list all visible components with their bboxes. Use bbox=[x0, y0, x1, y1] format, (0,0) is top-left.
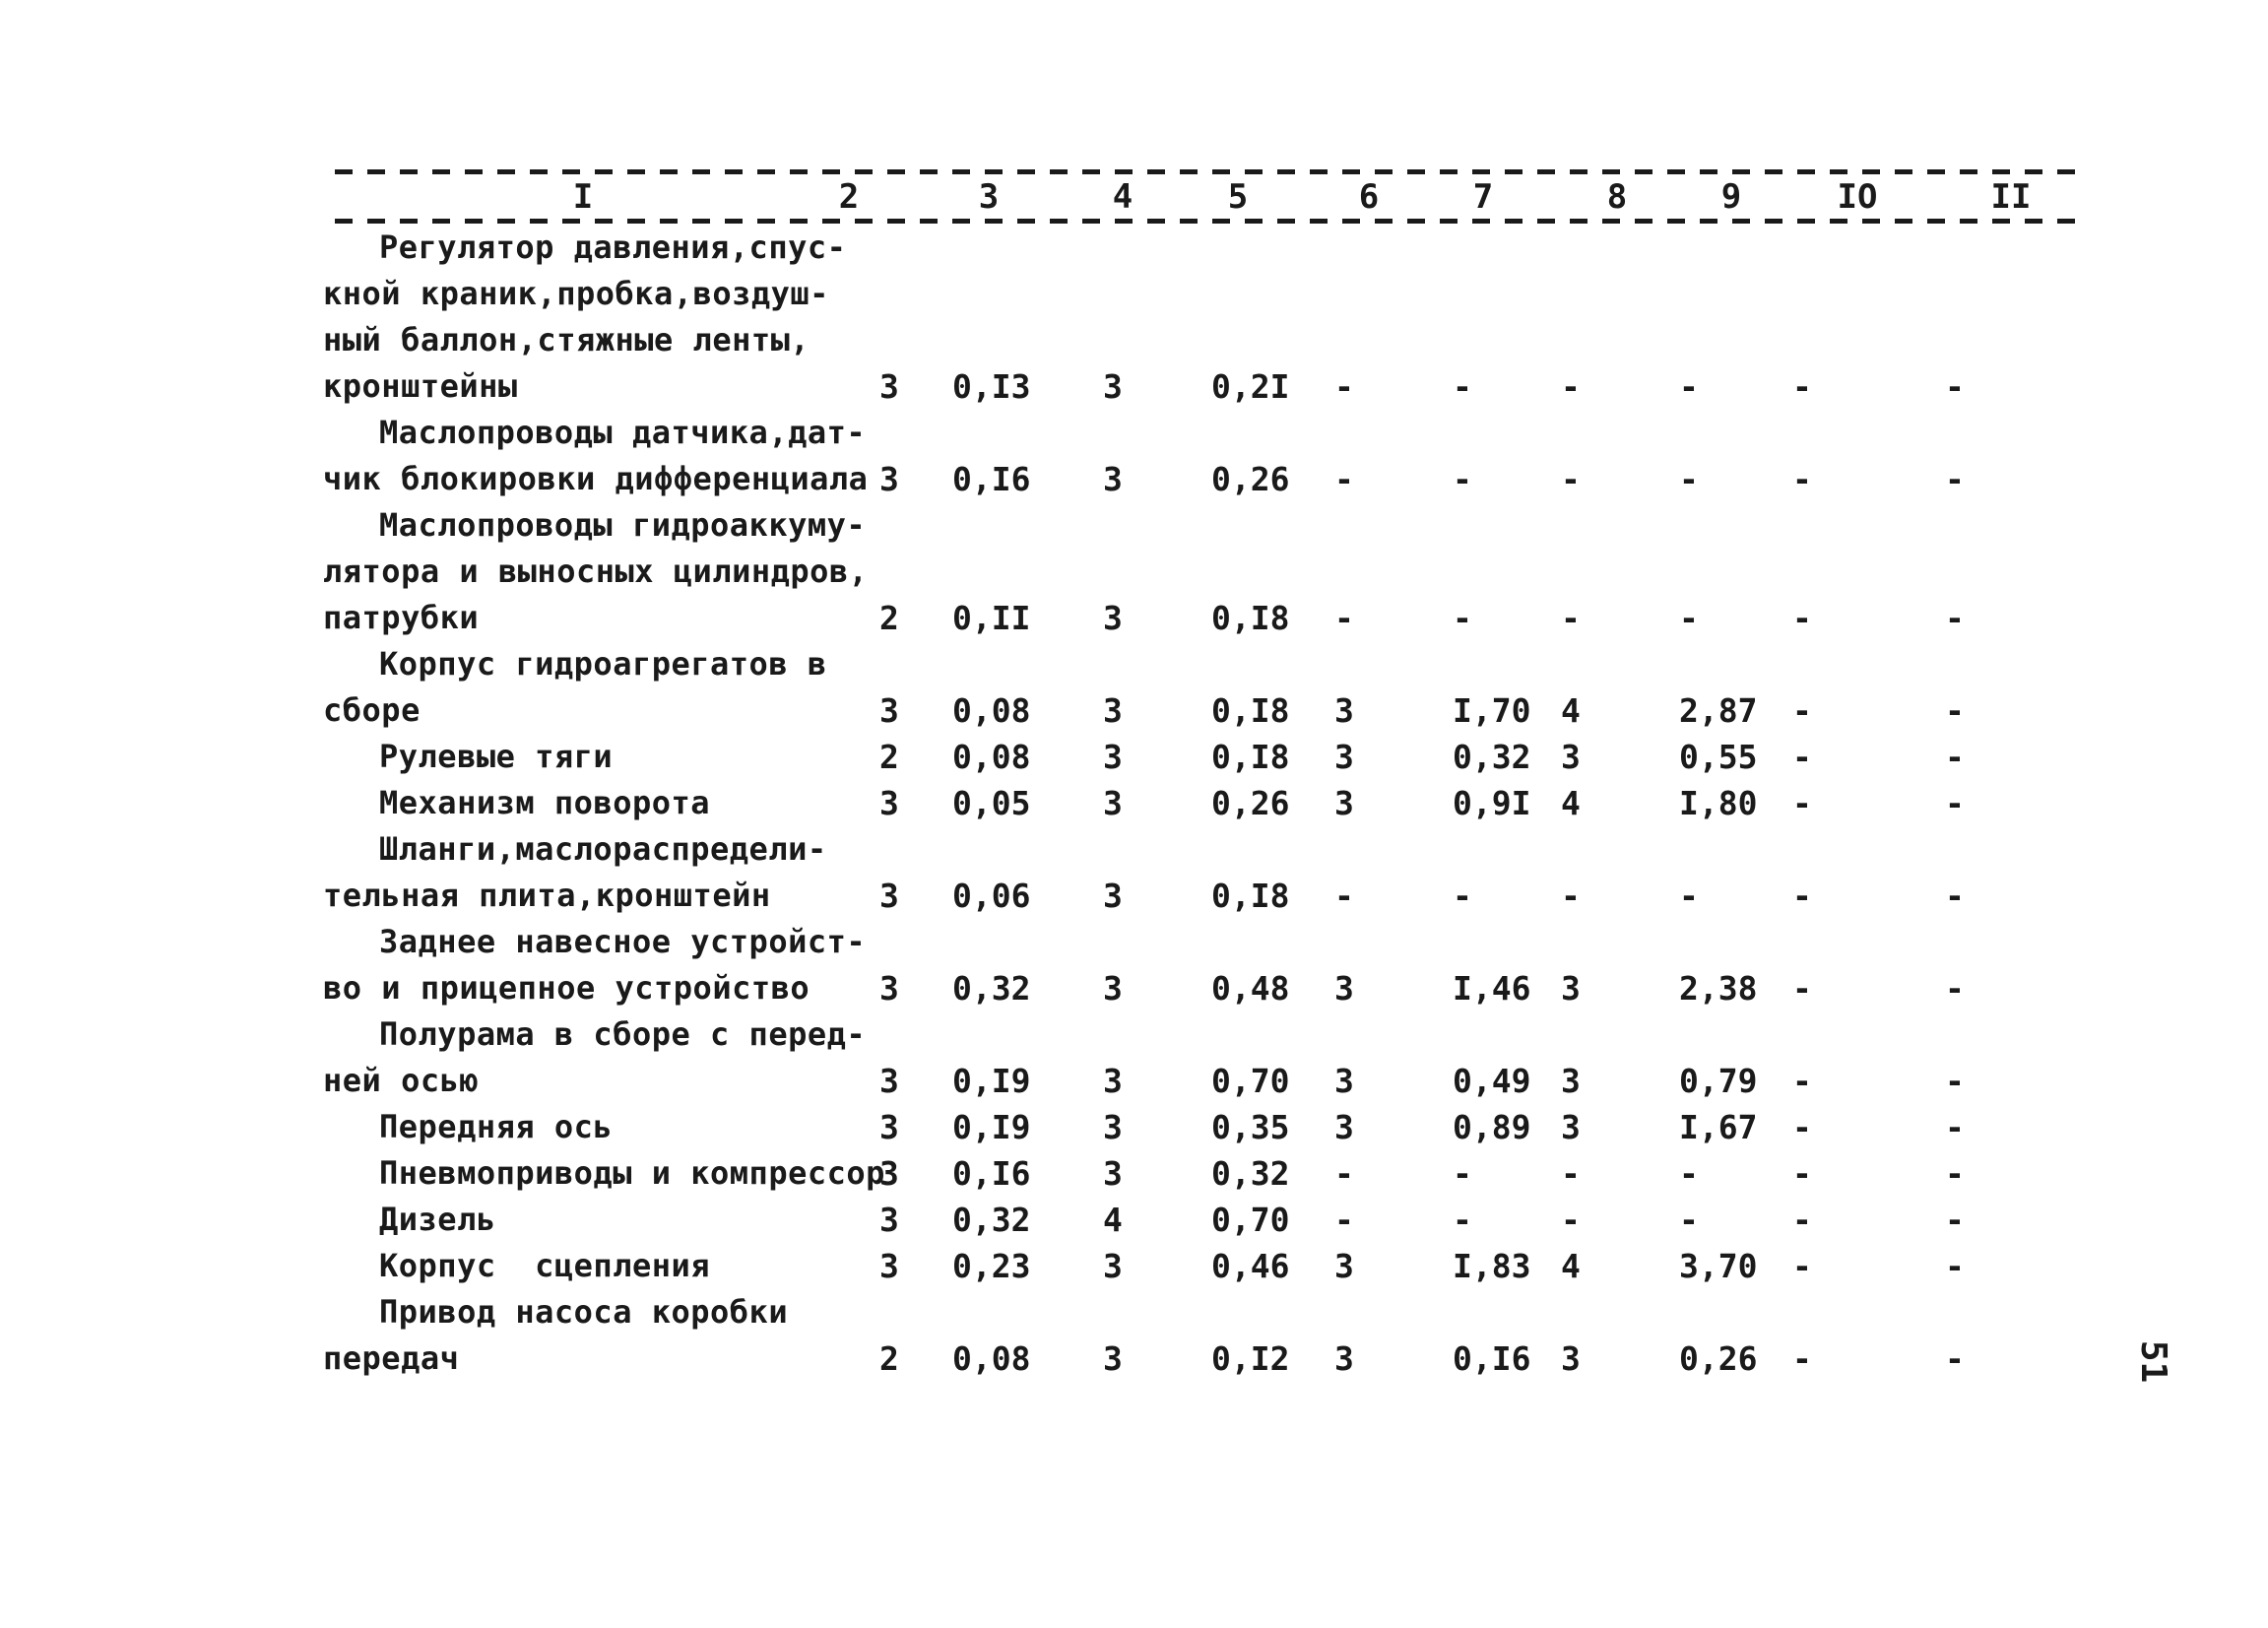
cell-col-4: 3 bbox=[1103, 784, 1123, 822]
column-header-4: 4 bbox=[1112, 177, 1134, 217]
table-row bbox=[0, 1104, 2268, 1150]
cell-col-4: 3 bbox=[1103, 1062, 1123, 1100]
cell-col-6: 3 bbox=[1334, 691, 1354, 730]
cell-col-8: 4 bbox=[1561, 784, 1581, 822]
row-name-line: Маслопроводы датчика,дат- bbox=[379, 414, 867, 451]
row-name-line: передач bbox=[323, 1339, 460, 1377]
cell-col-2: 3 bbox=[879, 1154, 899, 1193]
cell-col-11: - bbox=[1945, 1247, 1965, 1285]
row-name-line: Рулевые тяги bbox=[379, 738, 614, 775]
cell-col-11: - bbox=[1945, 691, 1965, 730]
cell-col-3: 0,08 bbox=[952, 691, 1031, 730]
cell-col-6: 3 bbox=[1334, 1339, 1354, 1378]
cell-col-2: 3 bbox=[879, 460, 899, 498]
cell-col-7: - bbox=[1453, 877, 1472, 915]
row-name-line: Передняя ось bbox=[379, 1108, 614, 1145]
cell-col-4: 3 bbox=[1103, 599, 1123, 637]
cell-col-4: 3 bbox=[1103, 738, 1123, 776]
cell-col-2: 2 bbox=[879, 1339, 899, 1378]
cell-col-3: 0,I6 bbox=[952, 460, 1031, 498]
cell-col-2: 3 bbox=[879, 1062, 899, 1100]
cell-col-10: - bbox=[1792, 877, 1812, 915]
cell-col-9: 0,55 bbox=[1679, 738, 1758, 776]
column-header-1: I bbox=[572, 177, 594, 217]
table-row bbox=[0, 502, 2268, 641]
cell-col-3: 0,05 bbox=[952, 784, 1031, 822]
cell-col-5: 0,32 bbox=[1211, 1154, 1290, 1193]
cell-col-10: - bbox=[1792, 1201, 1812, 1239]
cell-col-8: - bbox=[1561, 1154, 1581, 1193]
cell-col-5: 0,46 bbox=[1211, 1247, 1290, 1285]
cell-col-9: - bbox=[1679, 460, 1699, 498]
cell-col-10: - bbox=[1792, 1339, 1812, 1378]
row-name-line: Заднее навесное устройст- bbox=[379, 923, 867, 960]
header-bottom-rule bbox=[335, 219, 2088, 224]
row-name-line: Корпус гидроагрегатов в bbox=[379, 645, 827, 683]
cell-col-10: - bbox=[1792, 1062, 1812, 1100]
cell-col-2: 3 bbox=[879, 367, 899, 406]
cell-col-9: - bbox=[1679, 367, 1699, 406]
row-name-line: тельная плита,кронштейн bbox=[323, 877, 771, 914]
column-header-3: 3 bbox=[978, 177, 1000, 217]
cell-col-8: - bbox=[1561, 367, 1581, 406]
row-name-line: Пневмоприводы и компрессор bbox=[379, 1154, 885, 1192]
cell-col-4: 3 bbox=[1103, 1247, 1123, 1285]
cell-col-10: - bbox=[1792, 1247, 1812, 1285]
cell-col-10: - bbox=[1792, 1154, 1812, 1193]
cell-col-2: 3 bbox=[879, 784, 899, 822]
cell-col-9: 0,79 bbox=[1679, 1062, 1758, 1100]
cell-col-2: 3 bbox=[879, 1201, 899, 1239]
cell-col-6: 3 bbox=[1334, 784, 1354, 822]
cell-col-9: I,80 bbox=[1679, 784, 1758, 822]
cell-col-7: 0,I6 bbox=[1453, 1339, 1531, 1378]
cell-col-4: 3 bbox=[1103, 1108, 1123, 1146]
cell-col-7: 0,89 bbox=[1453, 1108, 1531, 1146]
cell-col-10: - bbox=[1792, 691, 1812, 730]
cell-col-7: 0,32 bbox=[1453, 738, 1531, 776]
cell-col-3: 0,32 bbox=[952, 1201, 1031, 1239]
table-row bbox=[0, 1289, 2268, 1382]
cell-col-4: 3 bbox=[1103, 969, 1123, 1008]
row-name-line: ней осью bbox=[323, 1062, 480, 1099]
table-row bbox=[0, 780, 2268, 826]
cell-col-9: - bbox=[1679, 1154, 1699, 1193]
cell-col-8: 3 bbox=[1561, 1062, 1581, 1100]
table-row bbox=[0, 826, 2268, 919]
cell-col-11: - bbox=[1945, 1339, 1965, 1378]
cell-col-5: 0,26 bbox=[1211, 460, 1290, 498]
column-header-6: 6 bbox=[1358, 177, 1380, 217]
cell-col-2: 3 bbox=[879, 691, 899, 730]
cell-col-11: - bbox=[1945, 367, 1965, 406]
column-header-10: IO bbox=[1837, 177, 1878, 217]
cell-col-11: - bbox=[1945, 1062, 1965, 1100]
cell-col-9: - bbox=[1679, 877, 1699, 915]
cell-col-6: - bbox=[1334, 367, 1354, 406]
row-name-line: Полурама в сборе с перед- bbox=[379, 1015, 867, 1053]
table-row bbox=[0, 641, 2268, 734]
column-header-7: 7 bbox=[1472, 177, 1494, 217]
cell-col-11: - bbox=[1945, 1108, 1965, 1146]
cell-col-6: - bbox=[1334, 877, 1354, 915]
cell-col-6: - bbox=[1334, 460, 1354, 498]
cell-col-8: - bbox=[1561, 1201, 1581, 1239]
cell-col-9: 2,87 bbox=[1679, 691, 1758, 730]
cell-col-3: 0,I9 bbox=[952, 1062, 1031, 1100]
row-name-line: кной краник,пробка,воздуш- bbox=[323, 275, 829, 312]
table-row bbox=[0, 410, 2268, 502]
cell-col-8: 4 bbox=[1561, 1247, 1581, 1285]
cell-col-8: 3 bbox=[1561, 1339, 1581, 1378]
row-name-line: кронштейны bbox=[323, 367, 518, 405]
cell-col-5: 0,35 bbox=[1211, 1108, 1290, 1146]
cell-col-5: 0,I8 bbox=[1211, 877, 1290, 915]
page-number: 51 bbox=[2133, 1339, 2174, 1384]
cell-col-6: 3 bbox=[1334, 1062, 1354, 1100]
table-row bbox=[0, 225, 2268, 410]
cell-col-8: 3 bbox=[1561, 1108, 1581, 1146]
cell-col-10: - bbox=[1792, 599, 1812, 637]
cell-col-2: 2 bbox=[879, 738, 899, 776]
cell-col-7: I,46 bbox=[1453, 969, 1531, 1008]
cell-col-11: - bbox=[1945, 599, 1965, 637]
row-name-line: Регулятор давления,спус- bbox=[379, 228, 847, 266]
cell-col-5: 0,70 bbox=[1211, 1201, 1290, 1239]
row-name-line: сборе bbox=[323, 691, 421, 729]
row-name-line: лятора и выносных цилиндров, bbox=[323, 553, 869, 590]
column-header-11: II bbox=[1990, 177, 2032, 217]
cell-col-3: 0,06 bbox=[952, 877, 1031, 915]
cell-col-11: - bbox=[1945, 877, 1965, 915]
cell-col-6: 3 bbox=[1334, 969, 1354, 1008]
cell-col-6: 3 bbox=[1334, 738, 1354, 776]
cell-col-7: I,83 bbox=[1453, 1247, 1531, 1285]
cell-col-6: - bbox=[1334, 1201, 1354, 1239]
cell-col-6: - bbox=[1334, 599, 1354, 637]
cell-col-4: 3 bbox=[1103, 1154, 1123, 1193]
cell-col-5: 0,48 bbox=[1211, 969, 1290, 1008]
cell-col-10: - bbox=[1792, 784, 1812, 822]
cell-col-8: - bbox=[1561, 877, 1581, 915]
row-name-line: Шланги,маслораспредели- bbox=[379, 830, 827, 868]
cell-col-8: 3 bbox=[1561, 969, 1581, 1008]
cell-col-3: 0,23 bbox=[952, 1247, 1031, 1285]
cell-col-11: - bbox=[1945, 1154, 1965, 1193]
cell-col-9: 0,26 bbox=[1679, 1339, 1758, 1378]
cell-col-8: 4 bbox=[1561, 691, 1581, 730]
cell-col-6: 3 bbox=[1334, 1247, 1354, 1285]
cell-col-4: 3 bbox=[1103, 691, 1123, 730]
row-name-line: Привод насоса коробки bbox=[379, 1293, 789, 1331]
cell-col-8: - bbox=[1561, 599, 1581, 637]
table-row bbox=[0, 919, 2268, 1011]
cell-col-9: I,67 bbox=[1679, 1108, 1758, 1146]
cell-col-2: 3 bbox=[879, 1108, 899, 1146]
column-header-8: 8 bbox=[1606, 177, 1628, 217]
cell-col-6: 3 bbox=[1334, 1108, 1354, 1146]
cell-col-10: - bbox=[1792, 460, 1812, 498]
cell-col-7: 0,49 bbox=[1453, 1062, 1531, 1100]
cell-col-3: 0,I3 bbox=[952, 367, 1031, 406]
column-header-row bbox=[335, 175, 2088, 219]
cell-col-2: 3 bbox=[879, 969, 899, 1008]
cell-col-11: - bbox=[1945, 738, 1965, 776]
cell-col-6: - bbox=[1334, 1154, 1354, 1193]
cell-col-5: 0,2I bbox=[1211, 367, 1290, 406]
table-row bbox=[0, 1150, 2268, 1197]
cell-col-7: I,70 bbox=[1453, 691, 1531, 730]
cell-col-4: 4 bbox=[1103, 1201, 1123, 1239]
cell-col-4: 3 bbox=[1103, 460, 1123, 498]
cell-col-4: 3 bbox=[1103, 1339, 1123, 1378]
row-name-line: ный баллон,стяжные ленты, bbox=[323, 321, 810, 358]
row-name-line: во и прицепное устройство bbox=[323, 969, 810, 1007]
cell-col-9: - bbox=[1679, 1201, 1699, 1239]
cell-col-10: - bbox=[1792, 969, 1812, 1008]
cell-col-7: 0,9I bbox=[1453, 784, 1531, 822]
cell-col-7: - bbox=[1453, 599, 1472, 637]
cell-col-7: - bbox=[1453, 1201, 1472, 1239]
row-name-line: Маслопроводы гидроаккуму- bbox=[379, 506, 867, 544]
cell-col-3: 0,32 bbox=[952, 969, 1031, 1008]
cell-col-4: 3 bbox=[1103, 877, 1123, 915]
cell-col-7: - bbox=[1453, 367, 1472, 406]
cell-col-11: - bbox=[1945, 784, 1965, 822]
cell-col-8: 3 bbox=[1561, 738, 1581, 776]
cell-col-7: - bbox=[1453, 460, 1472, 498]
cell-col-9: - bbox=[1679, 599, 1699, 637]
cell-col-3: 0,II bbox=[952, 599, 1031, 637]
cell-col-5: 0,26 bbox=[1211, 784, 1290, 822]
column-header-5: 5 bbox=[1227, 177, 1249, 217]
cell-col-5: 0,I8 bbox=[1211, 738, 1290, 776]
cell-col-3: 0,08 bbox=[952, 738, 1031, 776]
cell-col-4: 3 bbox=[1103, 367, 1123, 406]
table-row bbox=[0, 1011, 2268, 1104]
table-body bbox=[0, 225, 2268, 1406]
cell-col-7: - bbox=[1453, 1154, 1472, 1193]
cell-col-3: 0,I6 bbox=[952, 1154, 1031, 1193]
cell-col-5: 0,I8 bbox=[1211, 691, 1290, 730]
cell-col-9: 2,38 bbox=[1679, 969, 1758, 1008]
cell-col-10: - bbox=[1792, 367, 1812, 406]
row-name-line: Дизель bbox=[379, 1201, 496, 1238]
row-name-line: патрубки bbox=[323, 599, 480, 636]
cell-col-2: 3 bbox=[879, 1247, 899, 1285]
table-row bbox=[0, 734, 2268, 780]
cell-col-9: 3,70 bbox=[1679, 1247, 1758, 1285]
cell-col-11: - bbox=[1945, 969, 1965, 1008]
cell-col-3: 0,I9 bbox=[952, 1108, 1031, 1146]
cell-col-5: 0,70 bbox=[1211, 1062, 1290, 1100]
cell-col-11: - bbox=[1945, 1201, 1965, 1239]
row-name-line: Механизм поворота bbox=[379, 784, 711, 821]
header-top-rule bbox=[335, 169, 2088, 174]
cell-col-5: 0,I8 bbox=[1211, 599, 1290, 637]
cell-col-10: - bbox=[1792, 738, 1812, 776]
table-row bbox=[0, 1243, 2268, 1289]
cell-col-3: 0,08 bbox=[952, 1339, 1031, 1378]
table-row bbox=[0, 1197, 2268, 1243]
column-header-2: 2 bbox=[838, 177, 860, 217]
row-name-line: чик блокировки дифференциала bbox=[323, 460, 869, 497]
cell-col-2: 2 bbox=[879, 599, 899, 637]
cell-col-11: - bbox=[1945, 460, 1965, 498]
cell-col-10: - bbox=[1792, 1108, 1812, 1146]
row-name-line: Корпус сцепления bbox=[379, 1247, 711, 1284]
column-header-9: 9 bbox=[1720, 177, 1742, 217]
cell-col-5: 0,I2 bbox=[1211, 1339, 1290, 1378]
cell-col-8: - bbox=[1561, 460, 1581, 498]
cell-col-2: 3 bbox=[879, 877, 899, 915]
